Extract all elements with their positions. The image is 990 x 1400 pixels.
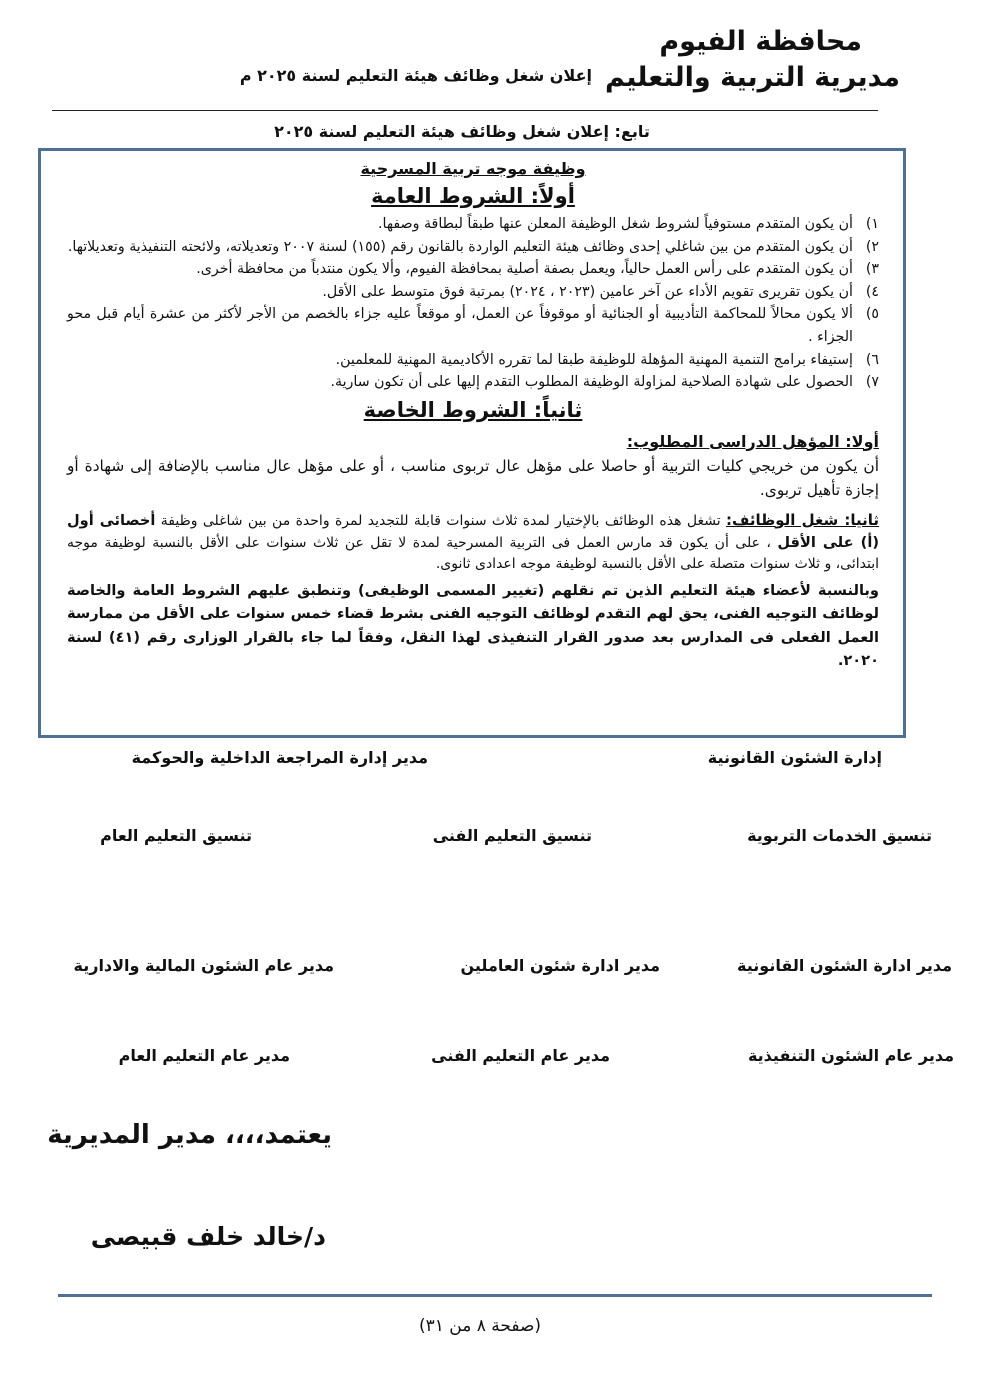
signature-coord-technical-education: تنسيق التعليم الفنى <box>432 826 592 845</box>
approval-line: يعتمد،،،، مدير المديرية <box>47 1120 332 1150</box>
general-conditions-heading: أولاً: الشروط العامة <box>371 184 575 208</box>
general-conditions-list <box>67 213 879 394</box>
governorate-name: محافظة الفيوم <box>659 26 862 57</box>
condition-item: ٢) أن يكون المتقدم من بين شاغلي إحدى وظائف هيئة التعليم الواردة بالقانون رقم (١٥٥) لسنة ٢٠٠٧ وتعديلاته، ولائحته التنفيذية وتعديلاتها. <box>67 238 879 255</box>
signature-legal-affairs-admin: إدارة الشئون القانونية <box>707 748 882 767</box>
signature-financial-admin-gm: مدير عام الشئون المالية والادارية <box>73 956 334 975</box>
job-title: وظيفة موجه تربية المسرحية <box>360 159 586 178</box>
condition-item: ٤) أن يكون تقريرى تقويم الأداء عن آخر عامين (٢٠٢٣ ، ٢٠٢٤) بمرتبة فوق متوسط على الأقل. <box>322 283 879 300</box>
page-number: (صفحة ٨ من ٣١) <box>418 1316 542 1336</box>
qualification-text: أن يكون من خريجي كليات التربية أو حاصلا على مؤهل عال تربوى مناسب ، أو على مؤهل عال مناسب بالإضافة إلى شهادة أو إجازة تأهيل تربوى. <box>67 456 879 499</box>
header-divider <box>52 110 878 111</box>
signature-coord-educational-services: تنسيق الخدمات التربوية <box>747 826 932 845</box>
signature-personnel-director: مدير ادارة شئون العاملين <box>460 956 660 975</box>
qualification-heading: أولا: المؤهل الدراسى المطلوب: <box>626 431 879 451</box>
condition-item: ٧) الحصول على شهادة الصلاحية لمزاولة الوظيفة المطلوب التقدم إليها على أن تكون سارية. <box>330 374 879 391</box>
special-conditions-heading: ثانياً: الشروط الخاصة <box>363 397 583 422</box>
signature-coord-general-education: تنسيق التعليم العام <box>100 826 252 845</box>
job-conditions-box <box>38 148 906 738</box>
continued-title: تابع: إعلان شغل وظائف هيئة التعليم لسنة ٢٠٢٥ <box>274 122 650 141</box>
directorate-name: مديرية التربية والتعليم <box>605 62 900 93</box>
signature-executive-affairs-gm: مدير عام الشئون التنفيذية <box>747 1046 954 1065</box>
signature-legal-affairs-director: مدير ادارة الشئون القانونية <box>737 956 952 975</box>
footer-divider <box>58 1294 932 1297</box>
transfer-paragraph: وبالنسبة لأعضاء هيئة التعليم الذين تم نقلهم (تغيير المسمى الوظيفى) وتنطبق عليهم الشروط العامة والخاصة لوظائف التوجيه الفنى، يحق لهم التقدم لوظائف التوجيه الفنى بشرط قضاء خمس سنوات على الأقل من ممارسة العمل الفعلى فى المدارس بعد صدور القرار التنفيذى لهذا النقل، وفقاً لما جاء بالقرار الوزارى رقم (٤١) لسنة ٢٠٢٠. <box>67 581 879 670</box>
occupancy-label: ثانيا: شغل الوظائف: <box>726 510 880 529</box>
announcement-title: إعلان شغل وظائف هيئة التعليم لسنة ٢٠٢٥ م <box>239 66 592 85</box>
signature-internal-audit-director: مدير إدارة المراجعة الداخلية والحوكمة <box>131 748 428 767</box>
condition-item: ٥) ألا يكون محالاً للمحاكمة التأديبية أو الجنائية أو موقوفاً عن العمل، أو موقعاً عليه جزاء بالخصم من الأجر لأكثر من عشرة أيام قبل محو الجزاء . <box>67 306 879 345</box>
signature-technical-education-gm: مدير عام التعليم الفنى <box>431 1046 610 1065</box>
occupancy-paragraph: ثانيا: شغل الوظائف: تشغل هذه الوظائف بالإختيار لمدة ثلاث سنوات قابلة للتجديد لمرة واحدة من بين شاغلى وظيفة أخصائى أول (أ) على الأقل ، على أن يكون قد مارس العمل فى التربية المسرحية لمدة لا تقل عن ثلاث سنوات على الأقل بالنسبة لوظيفة موجه ابتدائى، و ثلاث سنوات متصلة على الأقل بالنسبة لوظيفة موجه اعدادى ثانوى. <box>67 510 880 572</box>
occupancy-grade: أخصائى أول (أ) على الأقل <box>67 511 880 551</box>
condition-item: ١) أن يكون المتقدم مستوفياً لشروط شغل الوظيفة المعلن عنها طبقاً لبطاقة وصفها. <box>377 216 879 232</box>
condition-item: ٣) أن يكون المتقدم على رأس العمل حالياً، ويعمل بصفة أصلية بمحافظة الفيوم، وألا يكون منتدباً من محافظة أخرى. <box>196 261 879 278</box>
signature-general-education-gm: مدير عام التعليم العام <box>118 1046 290 1065</box>
approval-signer: د/خالد خلف قبيصى <box>90 1222 326 1251</box>
condition-item: ٦) إستيفاء برامج التنمية المهنية المؤهلة للوظيفة طبقا لما تقرره الأكاديمية المهنية للمعلمين. <box>335 351 879 368</box>
